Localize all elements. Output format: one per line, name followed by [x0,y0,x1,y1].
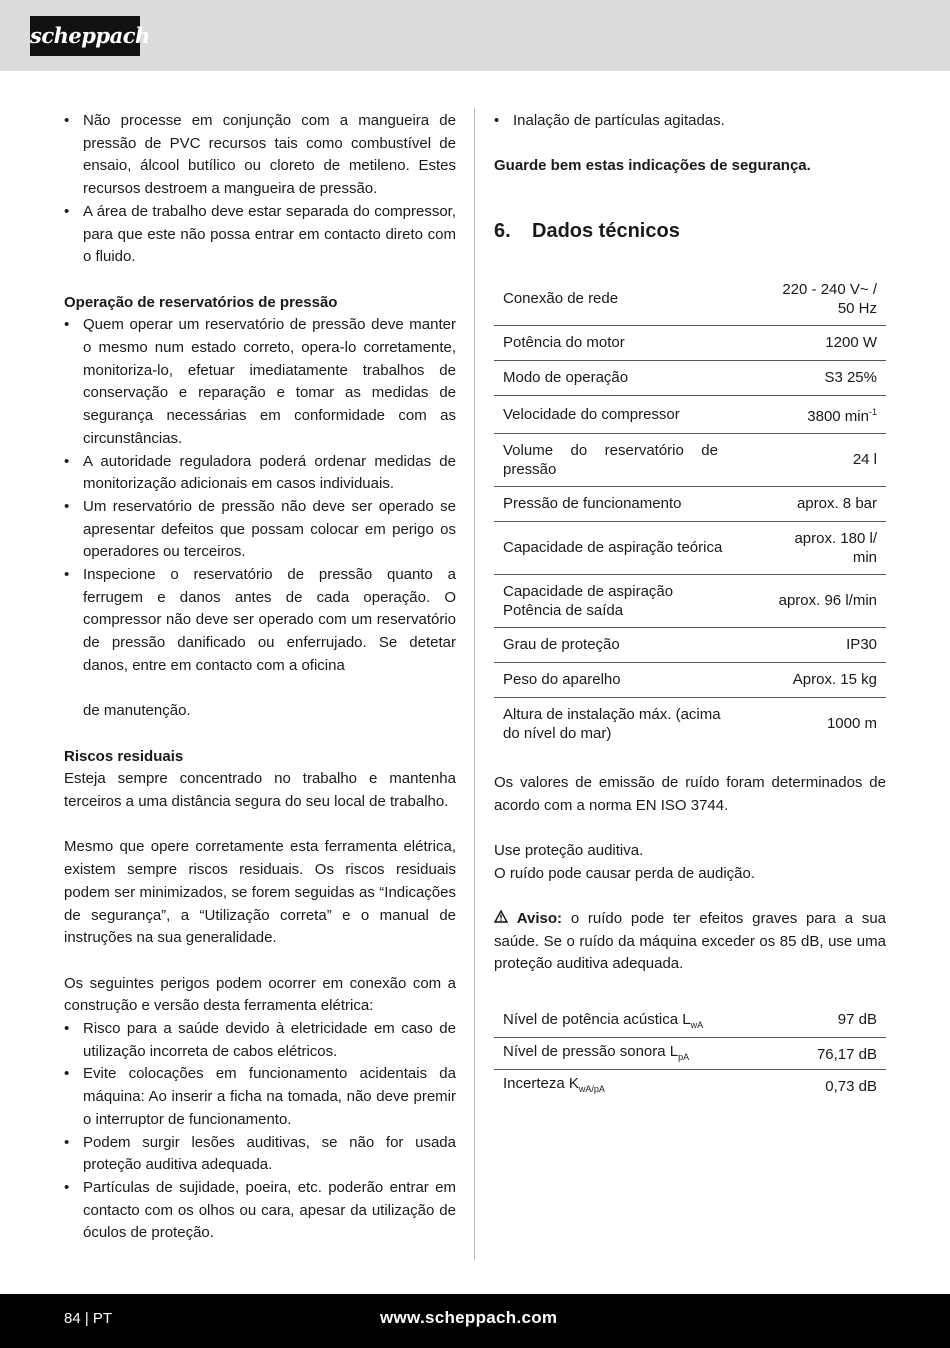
heading-riscos-residuais: Riscos residuais [64,747,184,765]
spec-value: aprox. 96 l/min [758,574,886,627]
table-row [494,360,886,395]
spec-label: Conexão de rede [494,273,758,326]
noise-value: 76,17 dB [805,1038,886,1070]
table-row [494,662,886,697]
spec-table [494,273,886,750]
list-item: • A área de trabalho deve estar separada do compressor, para que este não possa entrar em contacto direto com o fluido. [64,201,456,269]
warning-label: Aviso: [516,909,563,927]
paragraph: Os seguintes perigos podem ocorrer em conexão com a construção e versão desta ferramenta elétrica: [64,974,456,1015]
spec-value: Aprox. 15 kg [758,662,886,697]
spec-value: 1200 W [758,325,886,360]
spec-label: Grau de proteção [494,627,758,662]
warning-triangle-icon [494,908,508,931]
paragraph: Esteja sempre concentrado no trabalho e mantenha terceiros a uma distância segura do seu local de trabalho. [64,770,456,811]
spec-label: Altura de instalação máx. (acima do nível do mar) [503,705,721,742]
spec-label: Capacidade de aspiração teórica [494,521,758,574]
noise-value: 97 dB [805,1006,886,1038]
page-number: 84 | PT [64,1310,113,1327]
bullet-list-pvc [64,110,456,269]
table-row [494,627,886,662]
noise-label-text: Nível de pressão sonora L [503,1043,679,1061]
noise-label [494,1038,805,1070]
noise-label [494,1006,805,1038]
table-row [494,395,886,433]
spec-value: S3 25% [758,360,886,395]
table-row [494,1070,886,1107]
scheppach-logo: scheppach [30,16,140,56]
list-item: • Um reservatório de pressão não deve ser operado se apresentar defeitos que possam colocar em perigo os operadores ou terceiros. [64,496,456,564]
table-row [494,697,886,750]
noise-label-text: Nível de potência acústica L [503,1011,691,1029]
noise-label [494,1070,805,1107]
table-row [494,486,886,521]
table-row [494,574,886,627]
noise-paragraph: Use proteção auditiva. [494,841,644,859]
website-url: www.scheppach.com [380,1308,558,1327]
table-row [494,521,886,574]
spec-label: Velocidade do compressor [494,395,758,433]
section-heading [494,220,886,243]
spec-value: aprox. 180 l/ min [758,521,886,574]
right-column [494,110,886,1106]
noise-value: 0,73 dB [825,1078,877,1096]
warning-paragraph [494,908,886,976]
spec-value: aprox. 8 bar [758,486,886,521]
list-item: • Evite colocações em funcionamento acidentais da máquina: Ao inserir a ficha na tomada, não deve premir o interruptor de funcionamento. [64,1063,456,1131]
list-item: • Quem operar um reservatório de pressão deve manter o mesmo num estado correto, opera-lo corretamente, monitoriza-lo, efetuar imediatamente trabalhos de conservação e reparação e tomar as medidas de segurança necessárias em conformidade com as circunstâncias. [64,314,456,450]
table-row [494,1038,886,1070]
spec-label: Pressão de funcionamento [494,486,758,521]
page-footer [0,1294,950,1348]
spec-label: Potência do motor [494,325,758,360]
list-item-continuation: de manutenção. [83,702,191,720]
table-row [494,273,886,326]
spec-value: IP30 [758,627,886,662]
noise-paragraph: O ruído pode causar perda de audição. [494,864,756,882]
noise-paragraph: Os valores de emissão de ruído foram determinados de acordo com a norma EN ISO 3744. [494,773,886,814]
spec-label: Peso do aparelho [494,662,758,697]
table-row [494,433,886,486]
list-item: • Inalação de partículas agitadas. [494,110,886,133]
column-divider [474,108,475,1260]
bullet-list-perigos [64,1018,456,1245]
spec-value [758,395,886,433]
bullet-list-inalacao [494,110,886,133]
spec-value: 220 - 240 V~ / 50 Hz [758,273,886,326]
noise-label-sub: pA [678,1052,690,1063]
noise-label-text: Incerteza K [503,1075,579,1093]
spec-value: 24 l [758,433,886,486]
list-item: • A autoridade reguladora poderá ordenar medidas de monitorização adicionais em casos individuais. [64,451,456,496]
paragraph: Mesmo que opere corretamente esta ferramenta elétrica, existem sempre riscos residuais. Os riscos residuais podem ser minimizados, se forem seguidas as “Indicações de segurança”, a “Utilização correta” e o manual de instruções na sua generalidade. [64,838,456,947]
bullet-list-reservatorios [64,314,456,677]
noise-label-sub: wA/pA [578,1084,605,1095]
list-item: • Não processe em conjunção com a mangueira de pressão de PVC recursos tais como combustível de ensaio, álcool butílico ou cloreto de metileno. Estes recursos destroem a mangueira de pressão. [64,110,456,201]
spec-value-exponent: -1 [868,406,877,417]
spec-label: Volume do reservatório de pressão [494,433,758,486]
spec-value: 1000 m [826,715,877,733]
table-row [494,1006,886,1038]
section-number: 6. [494,220,511,243]
heading-reservatorios: Operação de reservatórios de pressão [64,293,338,311]
warning-text: o ruído pode ter efeitos graves para a sua saúde. Se o ruído da máquina exceder os 85 dB, use uma proteção auditiva adequada. [494,909,887,973]
section-title: Dados técnicos [532,220,680,243]
list-item: • Partículas de sujidade, poeira, etc. poderão entrar em contacto com os olhos ou cara, apesar da utilização de óculos de proteção. [64,1177,456,1245]
left-column [64,110,456,1245]
spec-value-text: 3800 min [807,407,869,425]
spec-label: Capacidade de aspiração Potência de saída [494,574,758,627]
list-item: • Risco para a saúde devido à eletricidade em caso de utilização incorreta de cabos elétricos. [64,1018,456,1063]
table-row [494,325,886,360]
noise-table [494,1006,886,1106]
noise-label-sub: wA [690,1020,704,1031]
page-header [0,0,950,71]
keep-instructions: Guarde bem estas indicações de segurança. [494,157,811,175]
spec-label: Modo de operação [494,360,758,395]
list-item: • Inspecione o reservatório de pressão quanto a ferrugem e danos antes de cada operação. O compressor não deve ser operado com um reservatório de pressão danificado ou enferrujado. Se detetar danos, entre em contacto com a oficina [64,564,456,678]
list-item: • Podem surgir lesões auditivas, se não for usada proteção auditiva adequada. [64,1132,456,1177]
